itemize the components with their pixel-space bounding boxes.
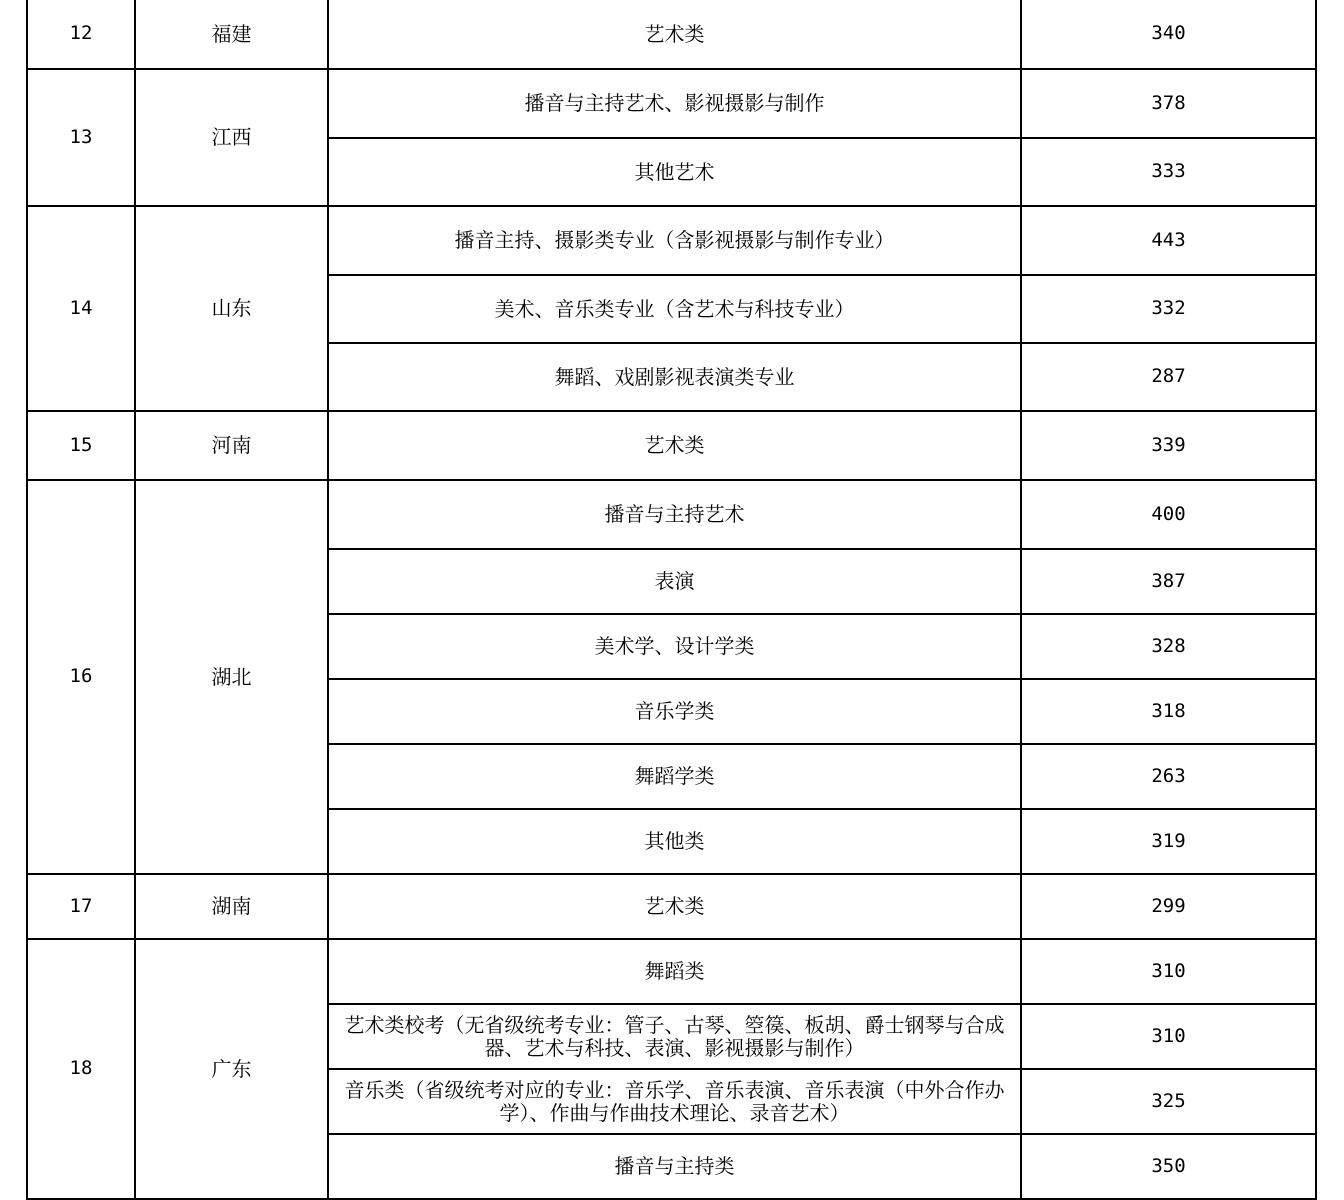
score-cell: 310 <box>1021 1004 1316 1069</box>
province-cell: 福建 <box>135 0 328 69</box>
score-table-container <box>26 0 1317 1200</box>
province-cell: 湖北 <box>135 480 328 874</box>
score-table-body <box>27 0 1316 1199</box>
score-cell: 328 <box>1021 614 1316 679</box>
province-cell: 广东 <box>135 939 328 1199</box>
table-row <box>27 939 1316 1004</box>
score-cell: 325 <box>1021 1069 1316 1134</box>
row-index-cell: 18 <box>27 939 135 1199</box>
category-cell: 艺术类 <box>328 0 1021 69</box>
score-cell: 350 <box>1021 1134 1316 1199</box>
category-cell: 播音与主持艺术、影视摄影与制作 <box>328 69 1021 138</box>
category-cell: 播音与主持类 <box>328 1134 1021 1199</box>
score-cell: 378 <box>1021 69 1316 138</box>
score-cell: 339 <box>1021 411 1316 480</box>
category-cell: 播音主持、摄影类专业（含影视摄影与制作专业） <box>328 206 1021 275</box>
category-cell: 艺术类 <box>328 411 1021 480</box>
row-index-cell: 14 <box>27 206 135 411</box>
table-row <box>27 480 1316 549</box>
category-cell: 表演 <box>328 549 1021 614</box>
score-table <box>26 0 1317 1200</box>
table-row <box>27 411 1316 480</box>
category-cell: 艺术类 <box>328 874 1021 939</box>
score-cell: 333 <box>1021 138 1316 206</box>
score-cell: 310 <box>1021 939 1316 1004</box>
score-cell: 287 <box>1021 343 1316 411</box>
category-cell: 舞蹈、戏剧影视表演类专业 <box>328 343 1021 411</box>
row-index-cell: 15 <box>27 411 135 480</box>
category-cell: 美术、音乐类专业（含艺术与科技专业） <box>328 275 1021 343</box>
row-index-cell: 16 <box>27 480 135 874</box>
score-cell: 263 <box>1021 744 1316 809</box>
category-cell: 播音与主持艺术 <box>328 480 1021 549</box>
category-cell: 艺术类校考（无省级统考专业：管子、古琴、箜篌、板胡、爵士钢琴与合成器、艺术与科技、表演、影视摄影与制作） <box>328 1004 1021 1069</box>
province-cell: 湖南 <box>135 874 328 939</box>
province-cell: 河南 <box>135 411 328 480</box>
score-cell: 299 <box>1021 874 1316 939</box>
row-index-cell: 12 <box>27 0 135 69</box>
category-cell: 音乐类（省级统考对应的专业：音乐学、音乐表演、音乐表演（中外合作办学）、作曲与作曲技术理论、录音艺术） <box>328 1069 1021 1134</box>
category-cell: 美术学、设计学类 <box>328 614 1021 679</box>
score-cell: 340 <box>1021 0 1316 69</box>
province-cell: 山东 <box>135 206 328 411</box>
province-cell: 江西 <box>135 69 328 206</box>
row-index-cell: 17 <box>27 874 135 939</box>
category-cell: 其他类 <box>328 809 1021 874</box>
score-cell: 332 <box>1021 275 1316 343</box>
category-cell: 舞蹈学类 <box>328 744 1021 809</box>
table-row <box>27 206 1316 275</box>
score-cell: 387 <box>1021 549 1316 614</box>
table-row <box>27 874 1316 939</box>
score-cell: 443 <box>1021 206 1316 275</box>
category-cell: 其他艺术 <box>328 138 1021 206</box>
score-cell: 318 <box>1021 679 1316 744</box>
score-cell: 400 <box>1021 480 1316 549</box>
category-cell: 音乐学类 <box>328 679 1021 744</box>
score-cell: 319 <box>1021 809 1316 874</box>
table-row <box>27 69 1316 138</box>
row-index-cell: 13 <box>27 69 135 206</box>
category-cell: 舞蹈类 <box>328 939 1021 1004</box>
table-row <box>27 0 1316 69</box>
